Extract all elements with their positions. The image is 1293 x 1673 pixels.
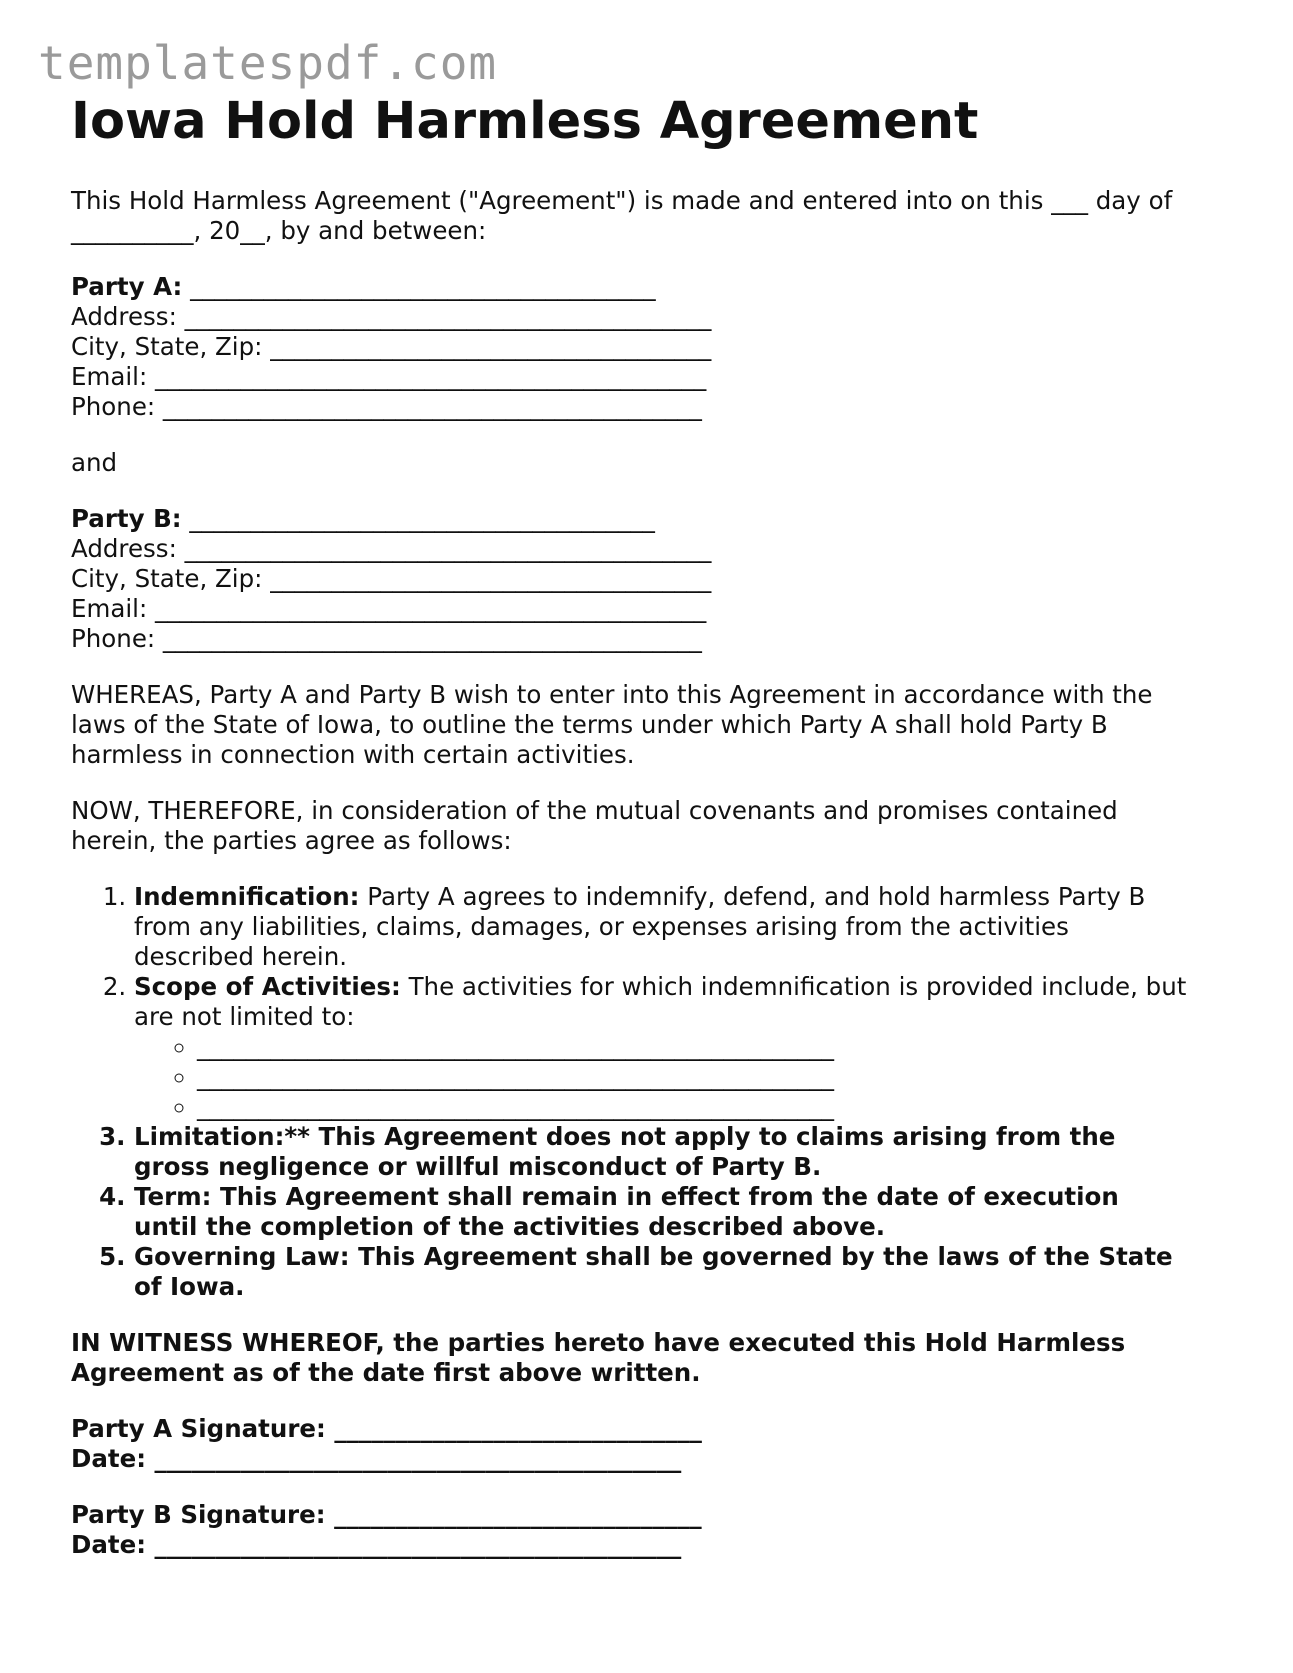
- party-a-signature-block: [71, 1414, 1221, 1474]
- now-therefore-line-1: NOW, THEREFORE, in consideration of the mutual covenants and promises contained: [71, 796, 1118, 825]
- activities-list: [134, 1032, 1221, 1122]
- clause-5-text-2: of Iowa.: [134, 1272, 245, 1301]
- party-a-block: [71, 272, 1221, 422]
- clause-3-text-1: 3. Limitation:** This Agreement does not apply to claims arising from the: [134, 1122, 1116, 1151]
- activity-blank-field[interactable]: ◦ ____________________________________________________: [197, 1092, 1221, 1122]
- party-b-address-field[interactable]: Address: ___________________________________________: [71, 534, 712, 563]
- clause-5-text-1: 5. Governing Law: This Agreement shall be governed by the laws of the State: [134, 1242, 1173, 1271]
- party-a-address-field[interactable]: Address: ___________________________________________: [71, 302, 712, 331]
- clause-2-label: Scope of Activities:: [134, 972, 401, 1001]
- clauses-list: [71, 882, 1221, 1302]
- activity-blank-field[interactable]: ◦ ____________________________________________________: [197, 1032, 1221, 1062]
- clause-limitation: [134, 1122, 1221, 1182]
- party-a-signature-field[interactable]: Party A Signature: ______________________________: [71, 1414, 702, 1443]
- party-b-city-field[interactable]: City, State, Zip: ____________________________________: [71, 564, 712, 593]
- clause-1-text-2: from any liabilities, claims, damages, or expenses arising from the activities: [134, 912, 1069, 941]
- whereas-line-1: WHEREAS, Party A and Party B wish to enter into this Agreement in accordance with the: [71, 680, 1153, 709]
- clause-term: [134, 1182, 1221, 1242]
- party-b-label: Party B:: [71, 504, 182, 533]
- document-title: Iowa Hold Harmless Agreement: [71, 92, 979, 151]
- intro-paragraph: [71, 186, 1221, 246]
- whereas-paragraph: [71, 680, 1221, 770]
- party-b-signature-block: [71, 1500, 1221, 1560]
- witness-line-1: IN WITNESS WHEREOF, the parties hereto have executed this Hold Harmless: [71, 1328, 1126, 1357]
- clause-indemnification: [134, 882, 1221, 972]
- party-a-name-field[interactable]: ______________________________________: [182, 272, 656, 301]
- clause-2-text-2: are not limited to:: [134, 1002, 355, 1031]
- party-b-block: [71, 504, 1221, 654]
- party-a-label: Party A:: [71, 272, 183, 301]
- party-a-name-row: [71, 272, 1221, 302]
- clause-4-text-2: until the completion of the activities described above.: [134, 1212, 886, 1241]
- party-b-phone-field[interactable]: Phone: ____________________________________________: [71, 624, 702, 653]
- party-b-name-field[interactable]: ______________________________________: [181, 504, 655, 533]
- activity-blank-field[interactable]: ◦ ____________________________________________________: [197, 1062, 1221, 1092]
- clause-3-text-2: gross negligence or willful misconduct of Party B.: [134, 1152, 822, 1181]
- watermark-text: templatespdf.com: [38, 36, 498, 90]
- clause-2-text: The activities for which indemnification is provided include, but: [400, 972, 1187, 1001]
- and-text: and: [71, 448, 118, 477]
- witness-line-2: Agreement as of the date first above written.: [71, 1358, 701, 1387]
- party-b-date-field[interactable]: Date: ___________________________________________: [71, 1530, 682, 1559]
- intro-line-1: This Hold Harmless Agreement ("Agreement") is made and entered into on this ___ day of: [71, 186, 1173, 215]
- clause-scope: [134, 972, 1221, 1122]
- party-a-phone-field[interactable]: Phone: ____________________________________________: [71, 392, 702, 421]
- whereas-line-2: laws of the State of Iowa, to outline the terms under which Party A shall hold Party B: [71, 710, 1108, 739]
- clause-4-text-1: 4. Term: This Agreement shall remain in effect from the date of execution: [134, 1182, 1119, 1211]
- clause-1-text-3: described herein.: [134, 942, 348, 971]
- clause-1-label: Indemnification:: [134, 882, 360, 911]
- witness-paragraph: [71, 1328, 1221, 1388]
- party-a-city-field[interactable]: City, State, Zip: ____________________________________: [71, 332, 712, 361]
- now-therefore-line-2: herein, the parties agree as follows:: [71, 826, 512, 855]
- party-b-name-row: [71, 504, 1221, 534]
- now-therefore-paragraph: [71, 796, 1221, 856]
- clause-1-text: Party A agrees to indemnify, defend, and hold harmless Party B: [359, 882, 1146, 911]
- party-b-signature-field[interactable]: Party B Signature: ______________________________: [71, 1500, 702, 1529]
- intro-line-2: __________, 20__, by and between:: [71, 216, 487, 245]
- document-page: [71, 90, 1221, 1586]
- whereas-line-3: harmless in connection with certain activities.: [71, 740, 635, 769]
- clause-governing-law: [134, 1242, 1221, 1302]
- party-a-email-field[interactable]: Email: _____________________________________________: [71, 362, 707, 391]
- party-b-email-field[interactable]: Email: _____________________________________________: [71, 594, 707, 623]
- party-a-date-field[interactable]: Date: ___________________________________________: [71, 1444, 682, 1473]
